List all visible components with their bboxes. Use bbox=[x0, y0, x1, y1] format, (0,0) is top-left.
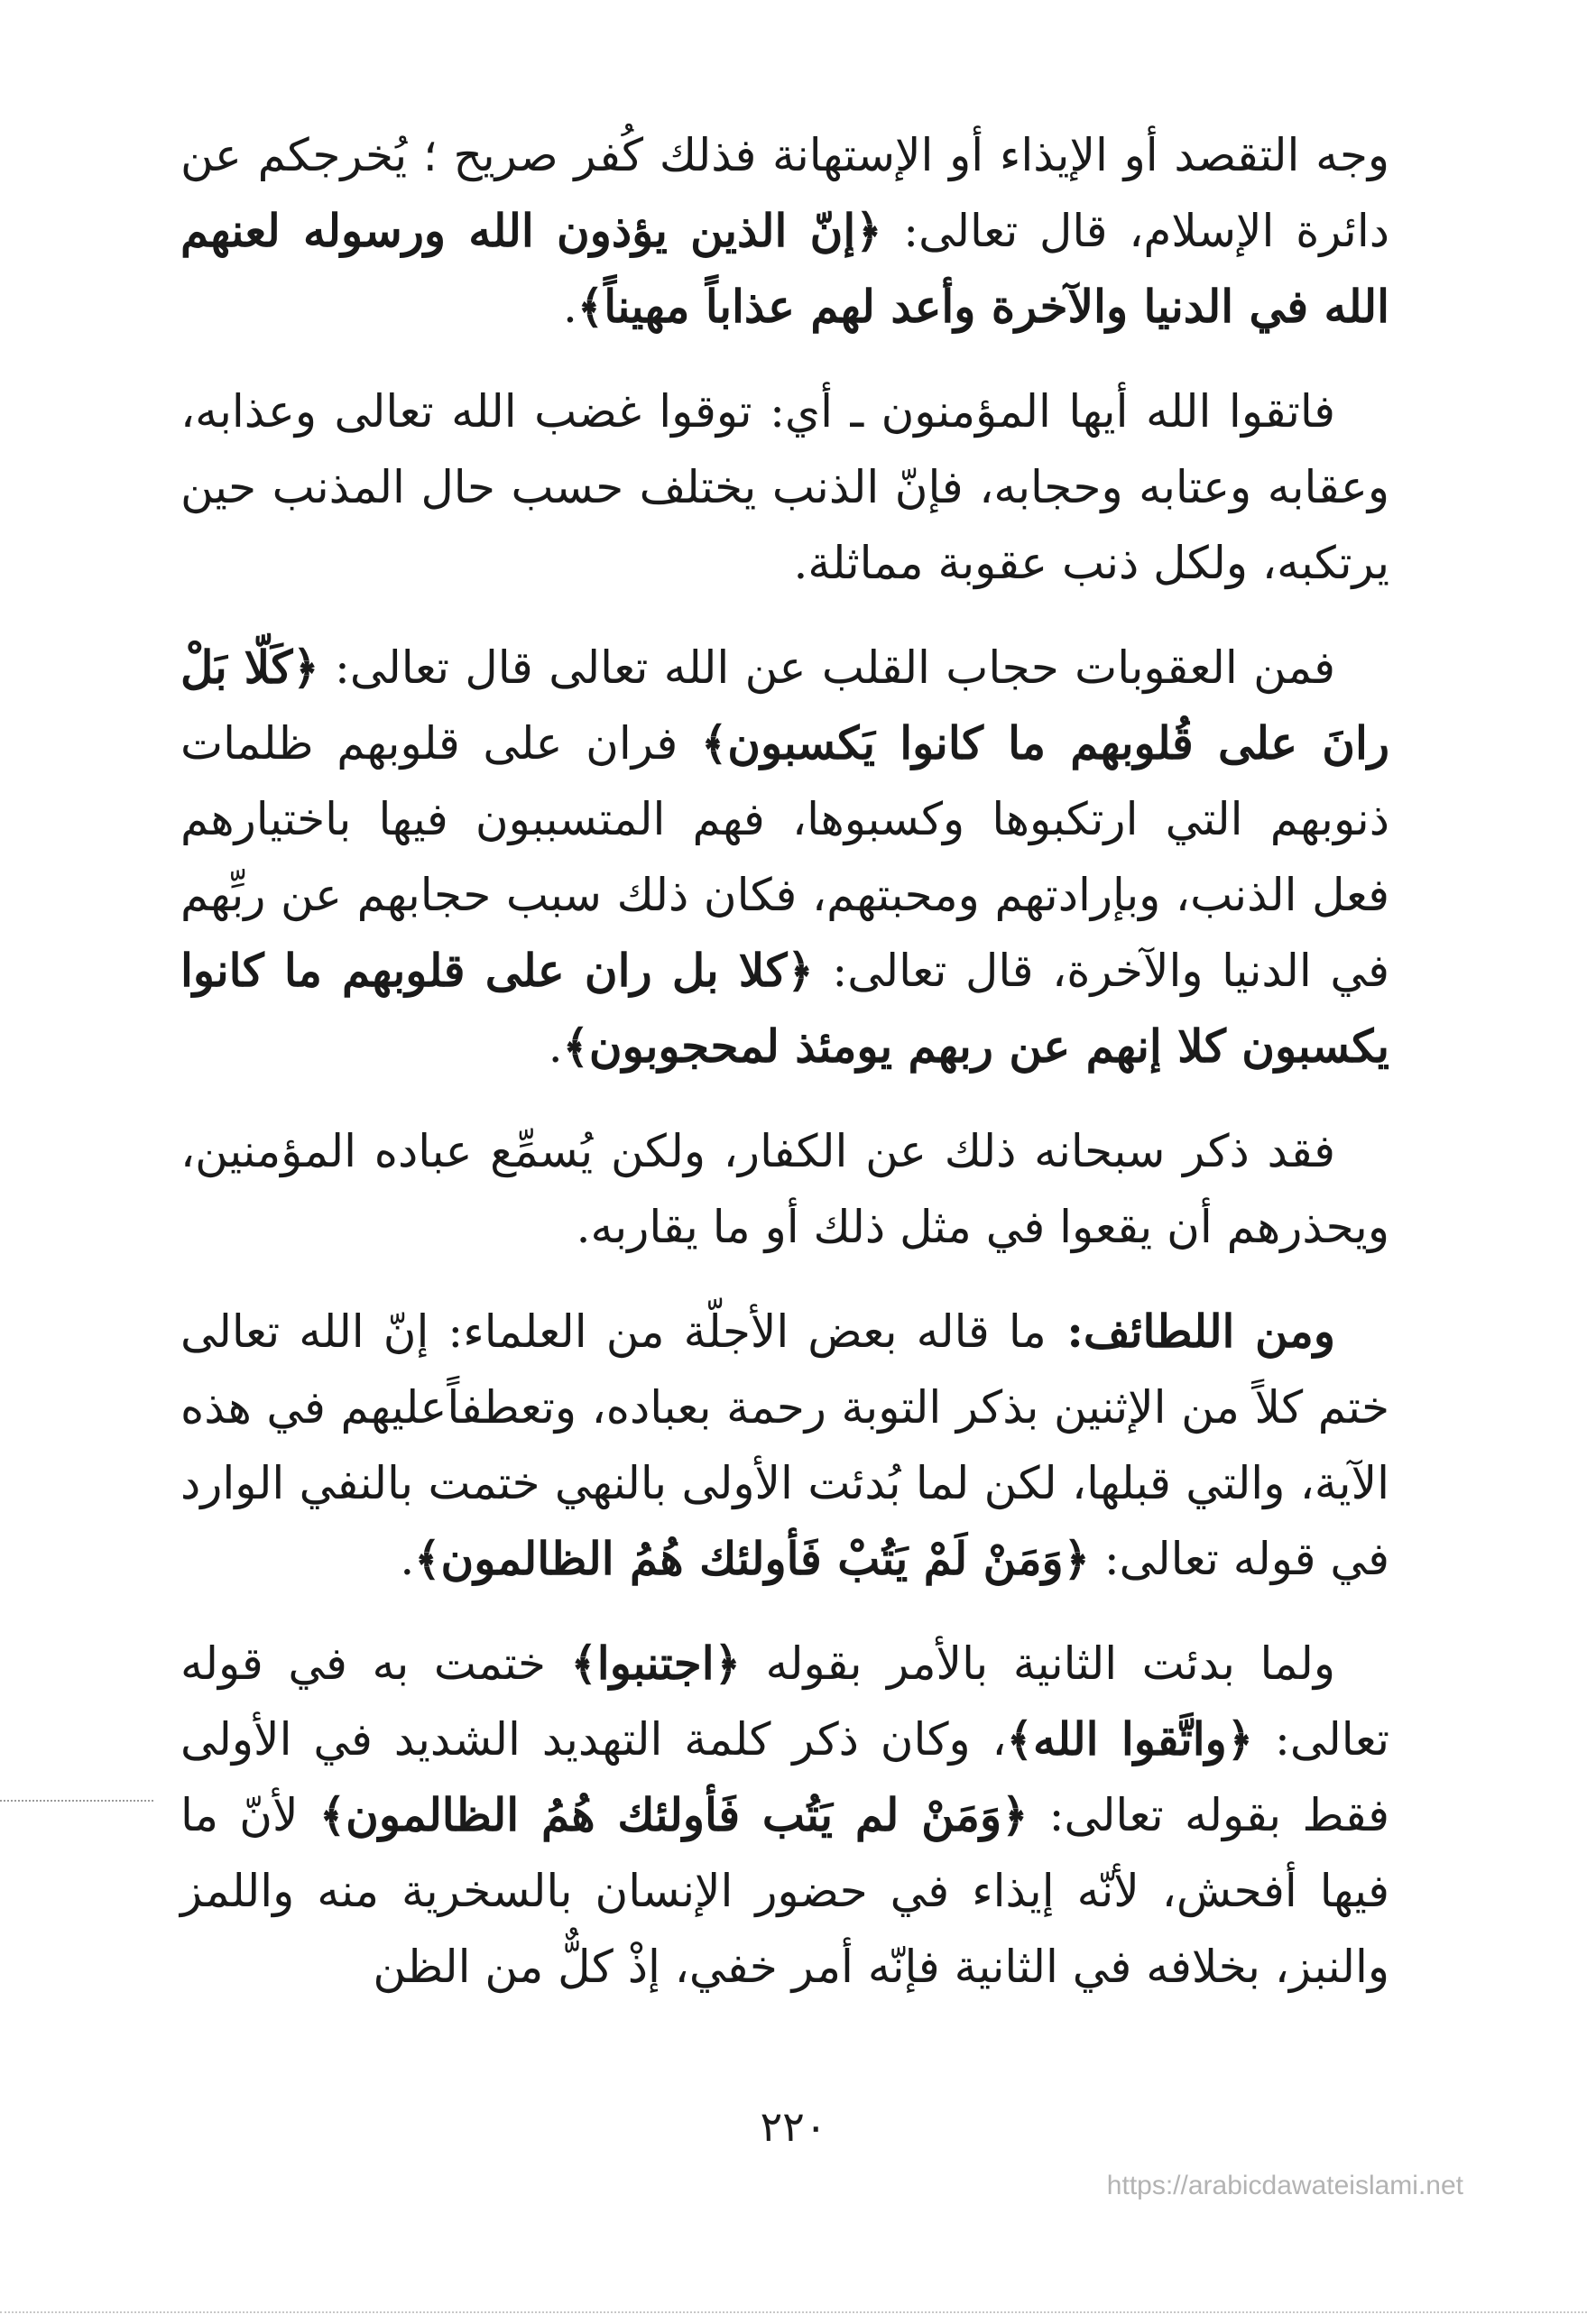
paragraph bbox=[180, 1294, 1389, 1597]
text-segment: فقد ذكر سبحانه ذلك عن الكفار، ولكن يُسمِّع عباده المؤمنين، ويحذرهم أن يقعوا في مثل ذلك أو ما يقاربه. bbox=[180, 1125, 1389, 1253]
text-segment: ولما بدئت الثانية بالأمر بقوله bbox=[740, 1637, 1335, 1690]
text-segment: لأنّ ما فيها أفحش، لأنّه إيذاء في حضور الإنسان بالسخرية منه واللمز والنبز، بخلافه في الثانية فإنّه أمر خفي، إذْ كلٌّ من الظن bbox=[180, 1789, 1389, 1993]
text-segment: فران على قلوبهم ظلمات ذنوبهم التي ارتكبوها وكسبوها، فهم المتسببون فيها باختيارهم فعل الذنب، وبإرادتهم ومحبتهم، فكان ذلك سبب حجابهم عن ربِّهم في الدنيا والآخرة، قال تعالى: bbox=[180, 717, 1389, 997]
text-segment: ما قاله بعض الأجلّة من العلماء: إنّ الله تعالى ختم كلاً من الإثنين بذكر التوبة رحمة بعباده، وتعطفاًعليهم في هذه الآية، والتي قبلها، لكن لما بُدئت الأولى بالنهي ختمت بالنفي الوارد في قوله تعالى: bbox=[180, 1305, 1389, 1585]
text-segment: فمن العقوبات حجاب القلب عن الله تعالى قال تعالى: bbox=[318, 641, 1335, 694]
watermark-url: https://arabicdawateislami.net bbox=[1106, 2171, 1463, 2200]
emphasized-text: ﴿كلا بل ران على قلوبهم ما كانوا يكسبون كلا إنهم عن ربهم يومئذ لمحجوبون﴾ bbox=[180, 944, 1389, 1073]
paragraph bbox=[180, 374, 1389, 601]
page-body bbox=[180, 117, 1389, 2034]
emphasized-text: ﴿واتَّقوا الله﴾ bbox=[1006, 1712, 1254, 1766]
text-segment: ، وكان ذكر كلمة التهديد الشديد في الأولى فقط بقوله تعالى: bbox=[180, 1713, 1389, 1841]
text-segment: . bbox=[562, 281, 577, 333]
paragraph bbox=[180, 1626, 1389, 2005]
emphasized-text: ﴿إنّ الذين يؤذون الله ورسوله لعنهم الله في الدنيا والآخرة وأعد لهم عذاباً مهيناً﴾ bbox=[180, 204, 1389, 333]
emphasized-text: ومن اللطائف: bbox=[1046, 1305, 1335, 1358]
paragraph bbox=[180, 117, 1389, 345]
paragraph bbox=[180, 630, 1389, 1084]
margin-dotted-mark bbox=[0, 1800, 153, 1802]
emphasized-text: ﴿كَلّا بَلْ رانَ على قُلوبهم ما كانوا يَكسبون﴾ bbox=[180, 641, 1389, 770]
text-segment: . bbox=[548, 1020, 563, 1073]
page-number: ٢٢٠ bbox=[760, 2102, 827, 2151]
text-segment: . bbox=[400, 1533, 415, 1585]
text-segment: وجه التقصد أو الإيذاء أو الإستهانة فذلك كُفر صريح ؛ يُخرجكم عن دائرة الإسلام، قال تعالى: bbox=[180, 129, 1390, 257]
paragraph bbox=[180, 1113, 1389, 1265]
scan-bottom-rule bbox=[0, 2311, 1587, 2313]
text-segment: ختمت به في قوله تعالى: bbox=[180, 1637, 1389, 1766]
emphasized-text: ﴿وَمَنْ لم يَتُب فَأولئك هُمُ الظالمون﴾ bbox=[318, 1788, 1029, 1841]
emphasized-text: ﴿اجتنبوا﴾ bbox=[570, 1637, 741, 1690]
text-segment: فاتقوا الله أيها المؤمنون ـ أي: توقوا غضب الله تعالى وعذابه، وعقابه وعتابه وحجابه، فإنّ الذنب يختلف حسب حال المذنب حين يرتكبه، ولكل ذنب عقوبة مماثلة. bbox=[180, 385, 1389, 589]
emphasized-text: ﴿وَمَنْ لَمْ يَتُبْ فَأولئك هُمُ الظالمون﴾ bbox=[414, 1532, 1090, 1585]
